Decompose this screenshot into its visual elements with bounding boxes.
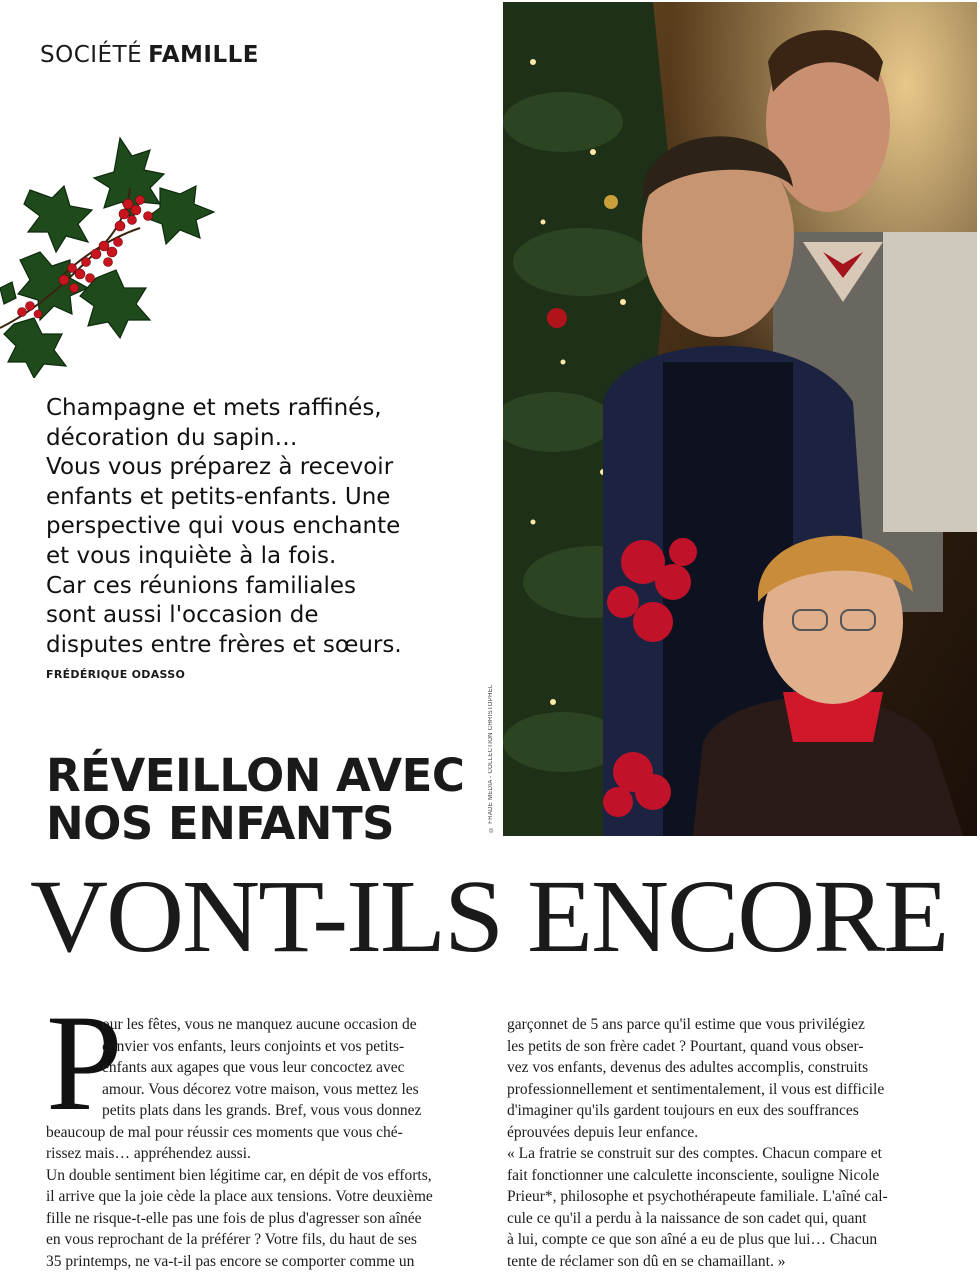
rubric-subsection: FAMILLE [148,42,260,68]
body-line: en vous reprochant de la préférer ? Votre fils, du haut de ses [46,1231,417,1248]
dropcap-letter: P [46,986,123,1139]
body-line: convier vos enfants, leurs conjoints et vos petits- [102,1037,405,1055]
body-line: vez vos enfants, devenus des adultes accomplis, construits [507,1059,869,1076]
body-line: garçonnet de 5 ans parce qu'il estime que vous privilégiez [507,1016,865,1033]
headline-line: NOS ENFANTS [46,797,395,850]
body-line: éprouvées depuis leur enfance. [507,1123,699,1141]
body-line: fille ne risque-t-elle pas une fois de plus d'agresser son aînée [46,1209,422,1227]
lead-line: Vous vous préparez à recevoir [46,454,394,481]
article-title: VONT-ILS ENCORE [30,859,948,974]
rubric-section: SOCIÉTÉ [40,42,143,68]
body-line: professionnellement et sentimentalement, il vous est difficile [507,1080,885,1098]
holly-illustration [0,128,240,378]
lead-line: enfants et petits-enfants. Une [46,483,391,510]
lead-line: décoration du sapin… [46,424,298,451]
body-line: fait fonctionner une calculette inconsciente, souligne Nicole [507,1166,880,1184]
body-line: 35 printemps, ne va-t-il pas encore se comporter comme un [46,1252,415,1270]
body-line: à lui, compte ce que son aîné a eu de plus que lui… Chacun [507,1231,878,1248]
article-column-2 [507,1014,935,1272]
body-line: les petits de son frère cadet ? Pourtant, quand vous obser- [507,1037,864,1055]
photo-credit: © FRADE MEDIA - COLLECTION CHRISTOPHEL [488,684,494,832]
body-line: Un double sentiment bien légitime car, en dépit de vos efforts, [46,1166,432,1184]
lead-line: Champagne et mets raffinés, [46,395,382,421]
body-line: rissez mais… appréhendez aussi. [46,1145,251,1162]
body-line: enfants aux agapes que vous leur concoctez avec [102,1059,405,1076]
article-lead [46,394,466,660]
body-line: our les fêtes, vous ne manquez aucune occasion de [102,1016,417,1033]
lead-line: disputes entre frères et sœurs. [46,631,402,658]
body-line: tente de réclamer son dû en se chamaillant. » [507,1252,786,1270]
body-line: petits plats dans les grands. Bref, vous vous donnez [102,1102,422,1119]
body-line: amour. Vous décorez votre maison, vous mettez les [102,1080,419,1098]
section-rubric [40,42,259,68]
family-photo [503,2,977,836]
author-byline: FRÉDÉRIQUE ODASSO [46,668,186,681]
body-line: cule ce qu'il a perdu à la naissance de son cadet qui, quant [507,1209,867,1227]
lead-line: Car ces réunions familiales [46,572,356,599]
body-line: beaucoup de mal pour réussir ces moments que vous ché- [46,1123,403,1141]
body-line: « La fratrie se construit sur des comptes. Chacun compare et [507,1145,882,1162]
lead-line: sont aussi l'occasion de [46,602,319,629]
body-line: Prieur*, philosophe et psychothérapeute familiale. L'aîné cal- [507,1188,888,1205]
article-headline [46,749,465,850]
body-line: il arrive que la joie cède la place aux tensions. Votre deuxième [46,1188,433,1205]
body-line: d'imaginer qu'ils gardent toujours en eux des souffrances [507,1102,859,1119]
lead-line: perspective qui vous enchante [46,513,401,540]
lead-line: et vous inquiète à la fois. [46,542,337,569]
article-column-1 [46,1014,474,1272]
headline-line: RÉVEILLON AVEC [46,749,465,802]
